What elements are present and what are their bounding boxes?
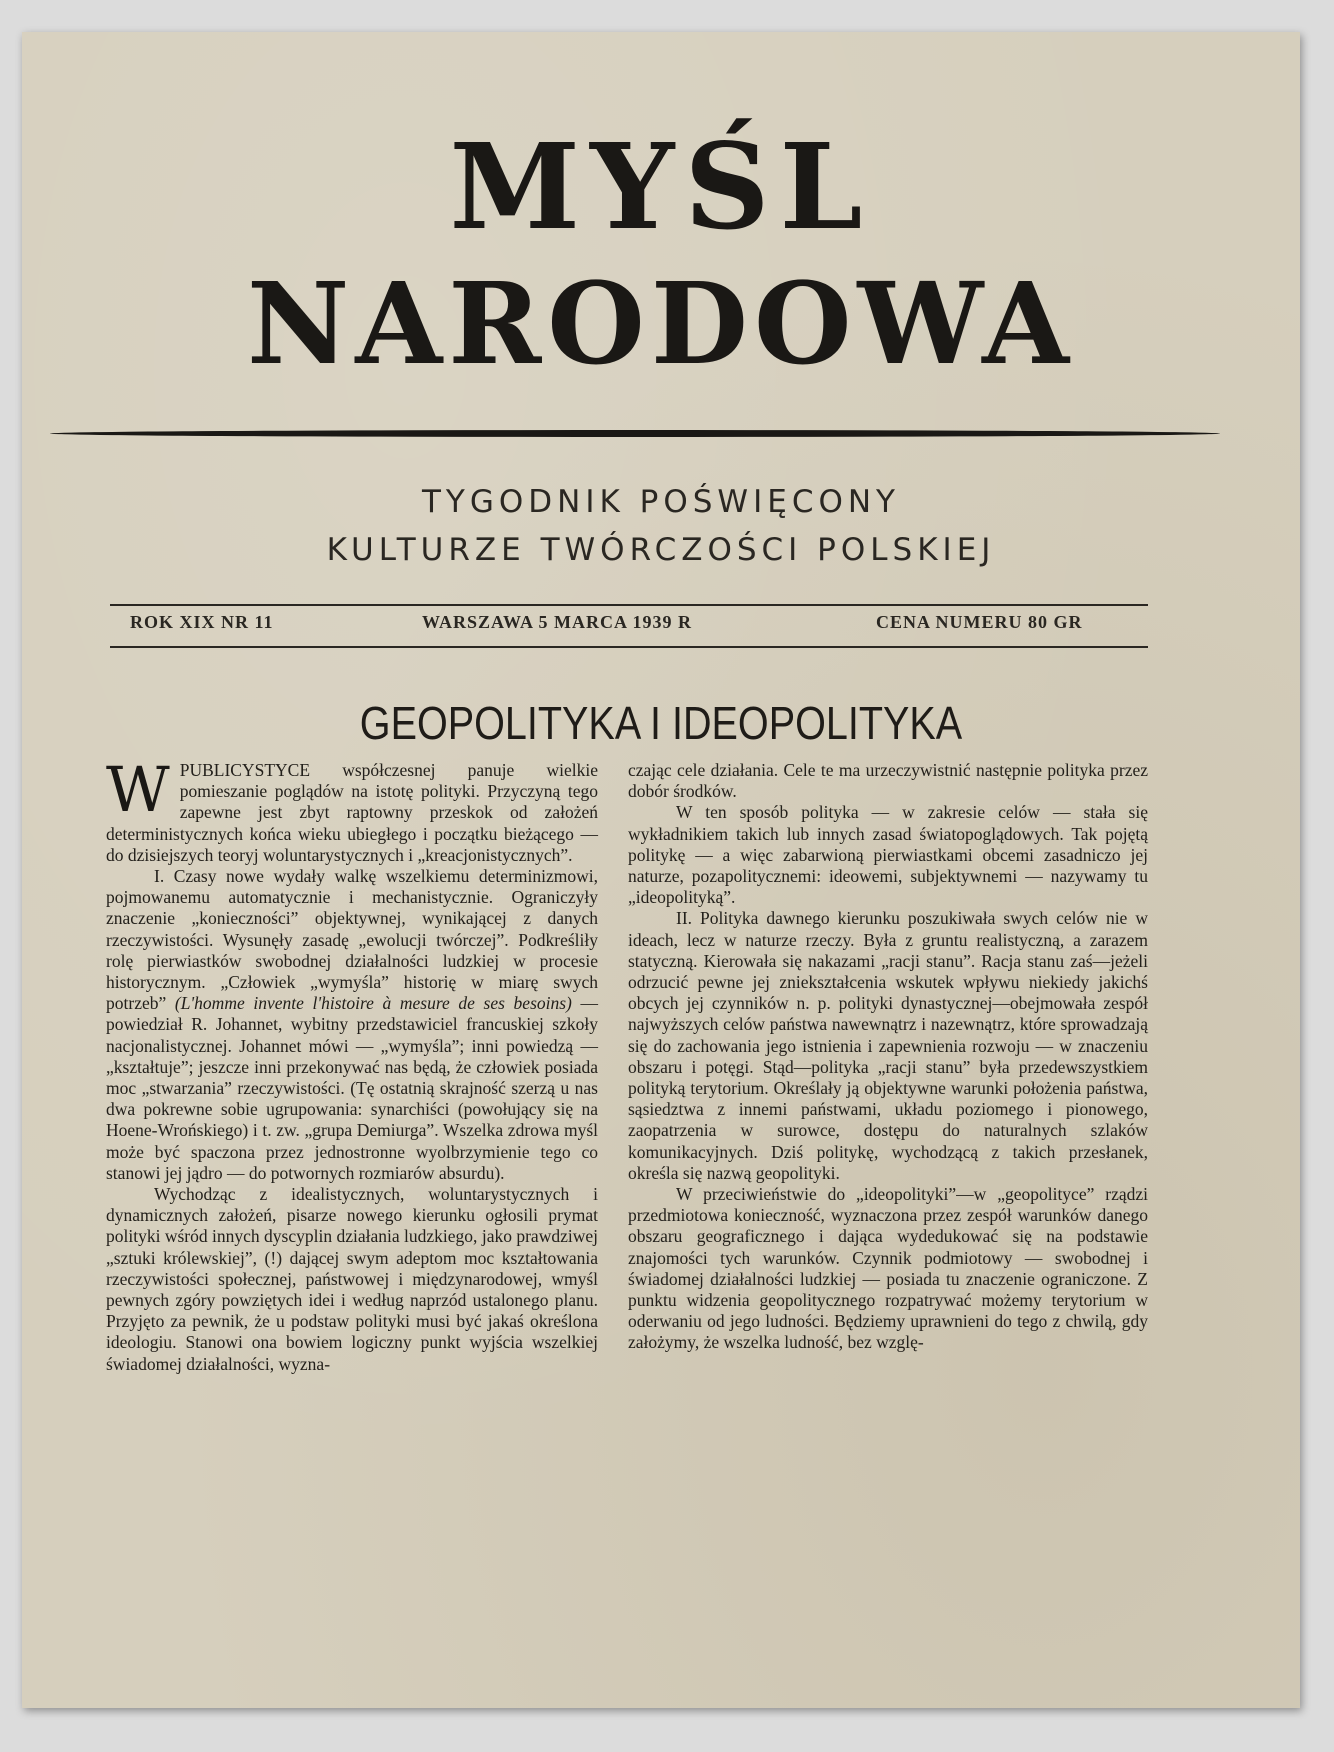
article-title: GEOPOLITYKA I IDEOPOLITYKA (359, 697, 963, 749)
paragraph-text: I. Czasy nowe wydały walkę wszelkiemu determinizmowi, pojmowanemu automatycznie i mechanistycznie. Ograniczyły znaczenie „konieczności” objektywnej, wynikającej z danych rzeczywistości. Wysunęły zasadę „ewolucji twórczej”. Podkreśliły rolę pierwiastków swobodnej działalności ludzkiej w procesie historycznym. „Człowiek „wymyśla” historię w miarę swych potrzeb” (106, 866, 598, 1014)
issue-bar-bottom-rule (110, 646, 1148, 648)
masthead-title-line2: NARODOWA (246, 259, 1076, 390)
article-column-right (628, 760, 1148, 1354)
paragraph-text: — powiedział R. Johannet, wybitny przedstawiciel francuskiej szkoły nacjonalistycznej. Johannet mówi — „wymyśla”; inni powiedzą — „kształtuje”; jeszcze inni przekonywać nas będą, że człowiek posiada moc „stwarzania” rzeczywistości. (Tę ostatnią skrajność szerzą u nas dwa pokrewne sobie ugrupowania: synarchiści (powołujący się na Hoene-Wrońskiego) i t. zw. „grupa Demiurga”. Wszelka zdrowa myśl może być spaczona przez jednostronne wyolbrzymienie tego co stanowi jej jądro — do potwornych rozmiarów absurdu). (106, 993, 599, 1183)
article-paragraph: W przeciwieństwie do „ideopolityki”—w „geopolityce” rządzi przedmiotowa konieczność, wyznaczona przez zespół warunków danego obszaru geograficznego i dająca wydedukować się na podstawie znajomości tych warunków. Czynnik podmiotowy — swobodnej i świadomej działalności ludzkiej — posiada tu znaczenie ograniczone. Z punktu widzenia geopolitycznego rozpatrywać możemy terytorium w oderwaniu od jego ludności. Będziemy uprawnieni do tego z chwilą, gdy założymy, że wszelka ludność, bez wzglę- (628, 1184, 1148, 1353)
article-paragraph: Wychodząc z idealistycznych, woluntarystycznych i dynamicznych założeń, pisarze nowego kierunku ogłosili prymat polityki wśród innych dyscyplin działania ludzkiego, jako prawdziwej „sztuki królewskiej”, (!) dającej swym adeptom moc kształtowania rzeczywistości społecznej, państwowej i międzynarodowej, wmyśl pewnych zgóry powziętych idei i według naprzód ustalonego planu. Przyjęto za pewnik, że u podstaw polityki musi być jakaś określona ideologiu. Stanowi ona bowiem logiczny punkt wyjścia wszelkiej świadomej działalności, wyzna- (106, 1184, 598, 1374)
french-quote: (L'homme invente l'histoire à mesure de ses besoins) (174, 993, 572, 1014)
issue-bar-top-rule (110, 604, 1148, 606)
article-paragraph (106, 866, 598, 1184)
subtitle-line1: TYGODNIK POŚWIĘCONY (421, 484, 900, 520)
issue-volume: ROK XIX NR 11 (130, 612, 274, 632)
issue-price: CENA NUMERU 80 GR (876, 612, 1083, 632)
paragraph-text: PUBLICYSTYCE współczesnej panuje wielkie pomieszanie poglądów na istotę polityki. Przyczyną tego zapewne jest zbyt raptowny przeskok od założeń deterministycznych końca wieku ubiegłego i początku bieżącego — do dzisiejszych teoryj woluntarystycznych i „kreacjonistycznych”. (106, 760, 598, 865)
drop-cap: W (106, 753, 170, 826)
article-paragraph (106, 753, 598, 866)
newspaper-page (22, 32, 1300, 1708)
article-paragraph: II. Polityka dawnego kierunku poszukiwała swych celów nie w ideach, lecz w naturze rzeczy. Była z gruntu realistyczną, a zarazem statyczną. Kierowała się nakazami „racji stanu”. Racja stanu zaś—jeżeli odrzucić pewne jej zniekształcenia wskutek wpływu niekiedy jakichś obcych jej czynników n. p. polityki dynastycznej—obejmowała zespół najwyższych celów państwa nawewnątrz i nazewnątrz, które sprowadzają się do zachowania jego istnienia i zapewnienia rozwoju — w znaczeniu obszaru i potęgi. Stąd—polityka „racji stanu” była przedewszystkiem polityką terytorium. Określały ją objektywne warunki położenia państwa, sąsiedztwa z innemi państwami, układu poziomego i pionowego, zaopatrzenia w surowce, dostępu do naturalnych szlaków komunikacyjnych. Dziś politykę, wychodzącą z takich przesłanek, określa się nazwą geopolityki. (628, 908, 1148, 1183)
article-column-left (106, 753, 599, 1375)
masthead-rule (50, 430, 1220, 437)
article-paragraph: czając cele działania. Cele te ma urzeczywistnić następnie polityka przez dobór środków. (628, 760, 1148, 802)
subtitle-line2: KULTURZE TWÓRCZOŚCI POLSKIEJ (326, 532, 996, 568)
article-paragraph: W ten sposób polityka — w zakresie celów — stała się wykładnikiem takich lub innych zasad światopoglądowych. Tak pojętą politykę — a więc zabarwioną pierwiastkami obcemi zasadniczo jej naturze, pozapolitycznemi: ideowemi, subjektywnemi — nazywamy tu „ideopolityką”. (628, 802, 1148, 908)
issue-place-date: WARSZAWA 5 MARCA 1939 R (422, 612, 693, 632)
masthead-title-line1: MYŚL (449, 117, 873, 256)
